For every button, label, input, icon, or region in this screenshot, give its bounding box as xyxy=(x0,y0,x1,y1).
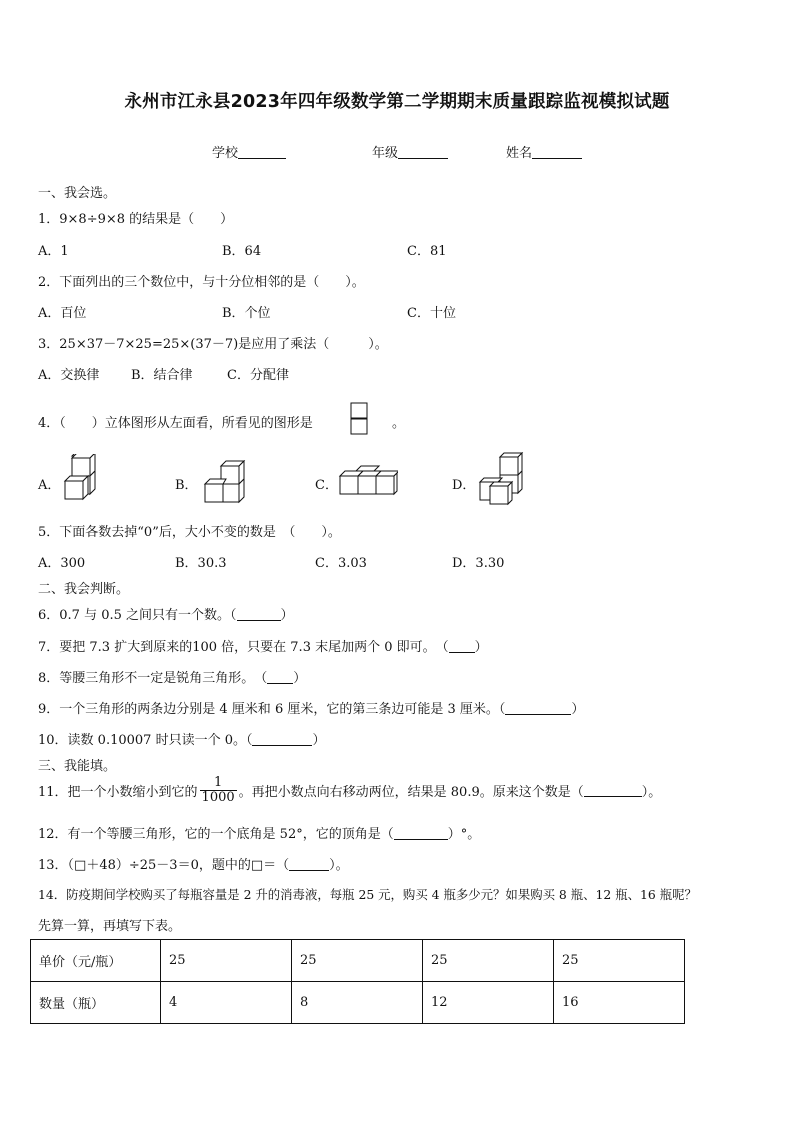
question-7 xyxy=(38,636,488,655)
question-1: 1．9×8÷9×8 的结果是（ ） xyxy=(38,212,234,227)
section-2-heading: 二、我会判断。 xyxy=(38,582,130,597)
q8-close: ） xyxy=(293,671,307,686)
q8-text: 8．等腰三角形不一定是锐角三角形。 （ xyxy=(38,671,268,686)
fraction-numerator: 1 xyxy=(200,776,237,791)
q1-option-b: B．64 xyxy=(222,244,262,259)
table-cell: 25 xyxy=(161,940,292,982)
q2-option-a: A．百位 xyxy=(38,306,87,321)
q9-blank xyxy=(505,702,571,715)
q11-text: 11．把一个小数缩小到它的 xyxy=(38,785,198,800)
q3-option-a: A．交换律 xyxy=(38,368,100,383)
school-field xyxy=(212,142,286,161)
q5-option-c: C．3.03 xyxy=(315,556,367,571)
question-13 xyxy=(38,854,349,873)
q13-text: 13．（□＋48）÷25－3＝0，题中的□＝（ xyxy=(38,858,290,873)
table-row xyxy=(31,940,685,982)
section-3-heading: 三、我能填。 xyxy=(38,759,117,774)
q4-option-b: B． xyxy=(175,478,198,493)
q13-close: ）。 xyxy=(329,858,349,873)
q4-figure-b xyxy=(203,460,249,504)
question-5: 5．下面各数去掉“0”后，大小不变的数是 （ ）。 xyxy=(38,525,341,540)
q1-option-a: A．1 xyxy=(38,244,69,259)
q7-close: ） xyxy=(474,640,488,655)
q12-close: ）°。 xyxy=(447,827,481,842)
q10-close: ） xyxy=(312,733,326,748)
table-cell: 12 xyxy=(423,982,554,1024)
q12-text: 12．有一个等腰三角形，它的一个底角是 52°，它的顶角是（ xyxy=(38,827,394,842)
table-cell: 单价（元/瓶） xyxy=(31,940,161,982)
q4-end: 。 xyxy=(392,416,406,431)
question-8 xyxy=(38,667,306,686)
school-label: 学校 xyxy=(212,146,239,161)
table-cell: 25 xyxy=(423,940,554,982)
q3-option-c: C．分配律 xyxy=(227,368,289,383)
q7-blank xyxy=(449,640,475,653)
q11-fraction xyxy=(200,776,237,805)
question-14: 14．防疫期间学校购买了每瓶容量是 2 升的消毒液，每瓶 25 元，购买 4 瓶多少元？如果购买 8 瓶、12 瓶、16 瓶呢？ xyxy=(38,887,697,902)
q12-blank xyxy=(394,827,448,840)
q11-blank xyxy=(584,784,642,797)
q4-figure-c xyxy=(338,465,398,497)
question-2: 2．下面列出的三个数位中，与十分位相邻的是（ ）。 xyxy=(38,275,365,290)
q2-option-c: C．十位 xyxy=(407,306,456,321)
q10-text: 10．读数 0.10007 时只读一个 0。（ xyxy=(38,733,253,748)
grade-field xyxy=(372,142,448,161)
q6-blank xyxy=(237,608,281,621)
table-cell: 25 xyxy=(554,940,685,982)
q3-option-b: B．结合律 xyxy=(131,368,193,383)
name-label: 姓名 xyxy=(506,146,533,161)
q5-option-b: B．30.3 xyxy=(175,556,227,571)
question-12 xyxy=(38,823,480,842)
q7-text: 7．要把 7.3 扩大到原来的100 倍，只要在 7.3 末尾加两个 0 即可。 （ xyxy=(38,640,449,655)
price-quantity-table xyxy=(30,939,685,1024)
fraction-denominator: 1000 xyxy=(201,790,235,805)
q11-close: ）。 xyxy=(641,785,662,800)
table-cell: 4 xyxy=(161,982,292,1024)
page-title: 永州市江永县2023年四年级数学第二学期期末质量跟踪监视模拟试题 xyxy=(124,92,670,112)
question-3: 3．25×37－7×25=25×(37－7)是应用了乘法（ ）。 xyxy=(38,337,388,352)
question-14-instruction: 先算一算，再填写下表。 xyxy=(38,919,182,934)
name-blank xyxy=(532,146,582,159)
table-cell: 16 xyxy=(554,982,685,1024)
q4-option-a: A． xyxy=(38,478,61,493)
q11-text-2: 。再把小数点向右移动两位，结果是 80.9。原来这个数是（ xyxy=(238,785,584,800)
q8-blank xyxy=(267,671,293,684)
school-blank xyxy=(238,146,286,159)
table-row xyxy=(31,982,685,1024)
table-cell: 25 xyxy=(292,940,423,982)
q2-option-b: B．个位 xyxy=(222,306,271,321)
q9-close: ） xyxy=(571,702,585,717)
q5-option-d: D．3.30 xyxy=(452,556,505,571)
q4-figure-a xyxy=(62,454,98,504)
q6-close: ） xyxy=(280,608,294,623)
q4-option-c: C． xyxy=(315,478,338,493)
table-cell: 数量（瓶） xyxy=(31,982,161,1024)
question-6 xyxy=(38,604,294,623)
name-field xyxy=(506,142,582,161)
question-4 xyxy=(38,412,313,431)
question-9 xyxy=(38,698,584,717)
grade-label: 年级 xyxy=(372,146,399,161)
question-11 xyxy=(38,776,661,805)
q4-figure-d xyxy=(476,452,528,506)
q6-text: 6．0.7 与 0.5 之间只有一个数。（ xyxy=(38,608,237,623)
q13-blank xyxy=(289,858,329,871)
section-1-heading: 一、我会选。 xyxy=(38,186,117,201)
q4-text: 4．（ ）立体图形从左面看，所看见的图形是 xyxy=(38,416,313,431)
q9-text: 9．一个三角形的两条边分别是 4 厘米和 6 厘米，它的第三条边可能是 3 厘米。（ xyxy=(38,702,506,717)
q4-option-d: D． xyxy=(452,478,476,493)
left-view-figure xyxy=(350,402,370,440)
grade-blank xyxy=(398,146,448,159)
q10-blank xyxy=(252,733,312,746)
q1-option-c: C．81 xyxy=(407,244,447,259)
q5-option-a: A．300 xyxy=(38,556,86,571)
table-cell: 8 xyxy=(292,982,423,1024)
question-10 xyxy=(38,729,325,748)
